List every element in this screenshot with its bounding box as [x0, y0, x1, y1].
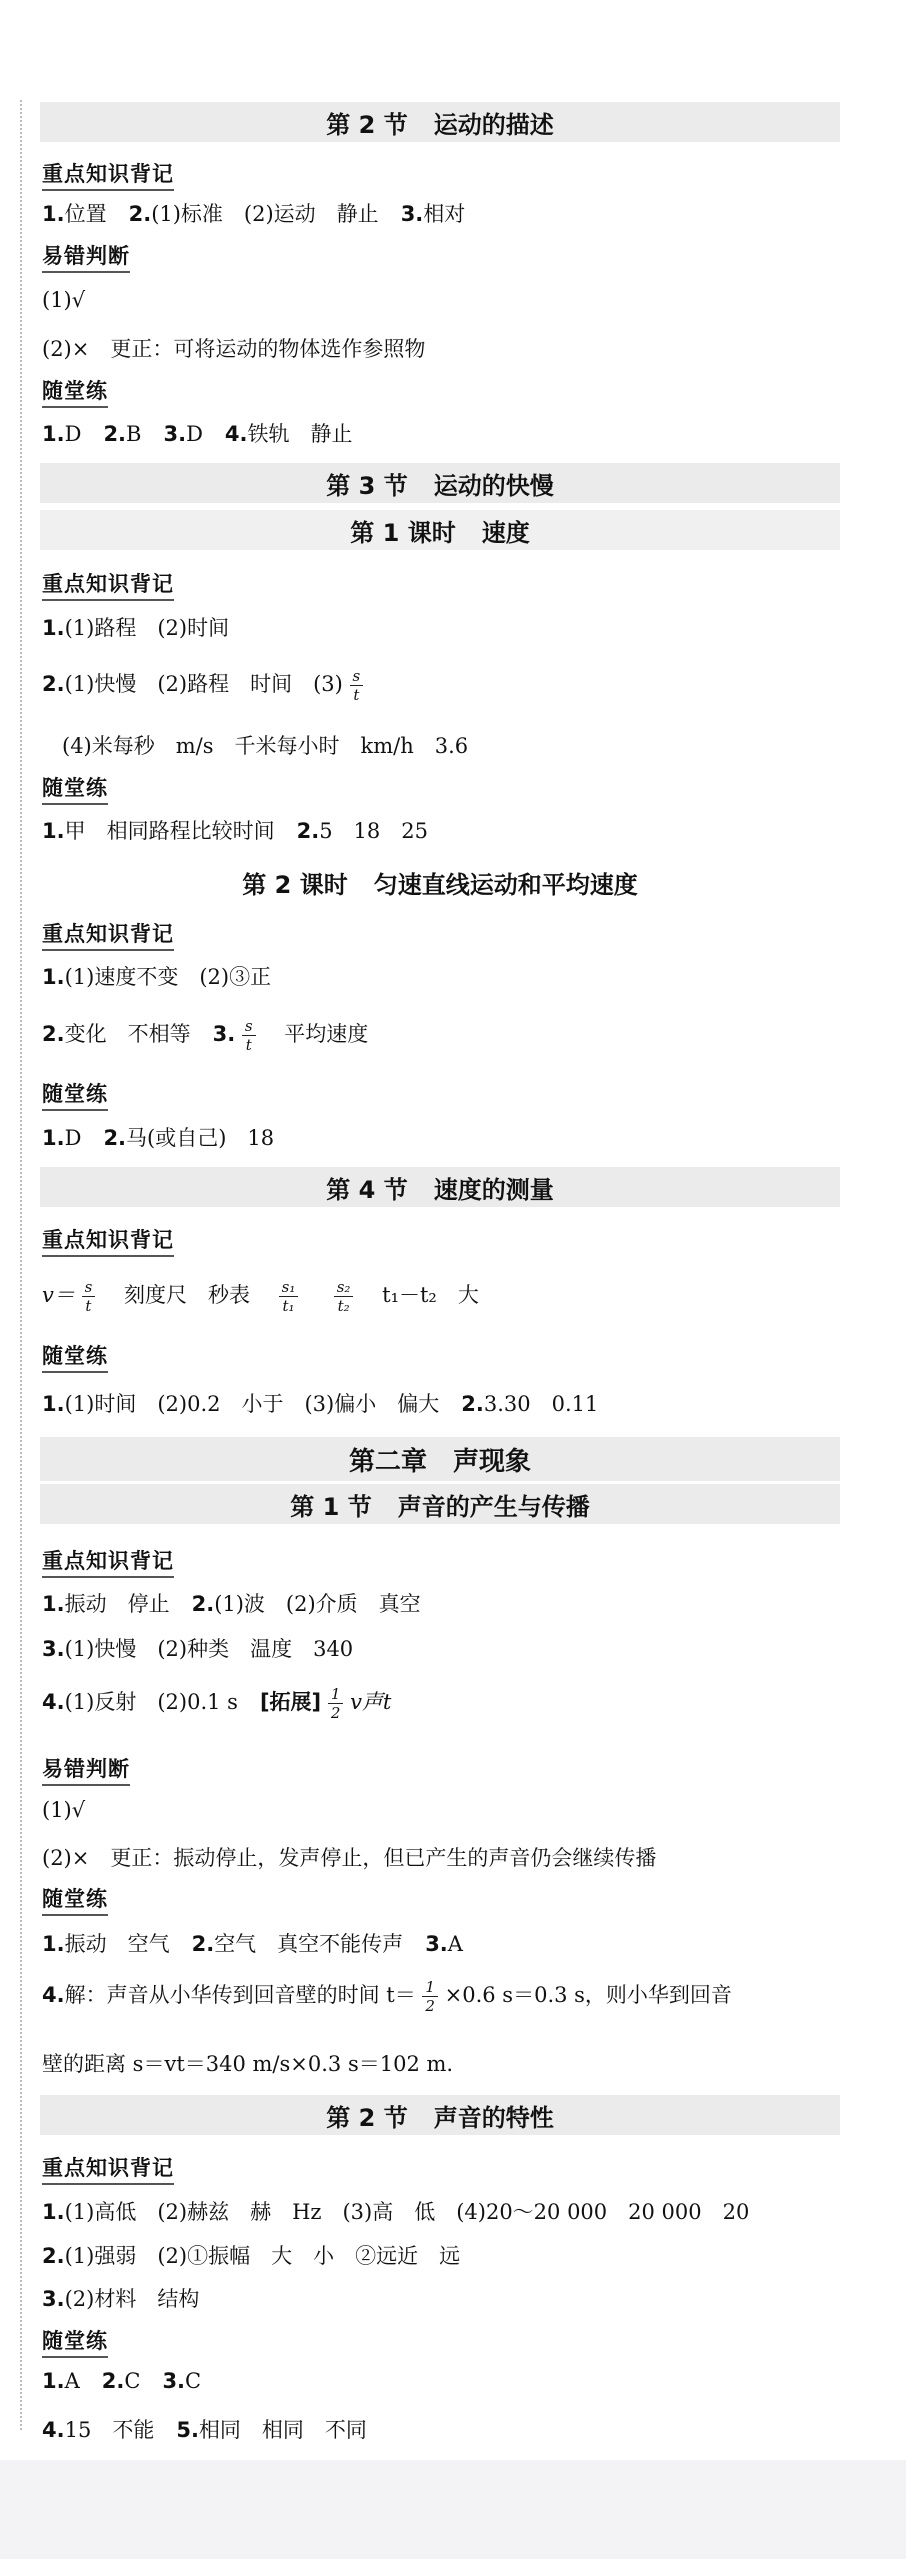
tag-error-judge: 易错判断 [42, 240, 130, 273]
answer-line: 3.(2)材料 结构 [42, 2287, 200, 2311]
fraction-s-over-t: $\frac{s}{t}$ [82, 1278, 96, 1315]
fraction-s1-over-t1: $\frac{\text{s₁}}{\text{t₁}}$ [279, 1278, 299, 1315]
tag-key-knowledge: 重点知识背记 [42, 1224, 174, 1257]
tag-practice: 随堂练 [42, 1078, 108, 1111]
tag-practice: 随堂练 [42, 772, 108, 805]
tag-practice: 随堂练 [42, 1340, 108, 1373]
section-name: 运动的描述 [433, 110, 554, 139]
answer-line: 1.(1)路程 (2)时间 [42, 616, 230, 640]
formula-line: v＝ $\frac{s}{t}$ 刻度尺 秒表 $\frac{\text{s₁}}{\text{t₁}}$ $\frac{\text{s₂}}{\text{t₂}}$ t₁－t₂ 大 [42, 1278, 479, 1315]
tag-key-knowledge: 重点知识背记 [42, 1545, 174, 1578]
section-number: 第 2 节 [326, 110, 408, 139]
fraction-one-half: $\frac{1}{2}$ [328, 1685, 344, 1722]
section-banner [40, 102, 840, 142]
tag-key-knowledge: 重点知识背记 [42, 158, 174, 191]
judge-line: (1)√ [42, 1798, 86, 1822]
section-banner [40, 2095, 840, 2135]
answer-line: 2.(1)快慢 (2)路程 时间 (3) $\frac{s}{t}$ [42, 667, 363, 704]
tag-key-knowledge: 重点知识背记 [42, 918, 174, 951]
practice-line: 1.A 2.C 3.C [42, 2369, 202, 2393]
practice-line: 1.D 2.马(或自己) 18 [42, 1126, 275, 1150]
answer-line: 3.(1)快慢 (2)种类 温度 340 [42, 1637, 354, 1661]
section-name: 声音的产生与传播 [397, 1492, 590, 1521]
section-banner [40, 1484, 840, 1524]
answer-line: 1.振动 停止 2.(1)波 (2)介质 真空 [42, 1592, 421, 1616]
tag-practice: 随堂练 [42, 2325, 108, 2358]
fraction-s-over-t: $\frac{s}{t}$ [350, 667, 364, 704]
judge-line: (2)× 更正：振动停止，发声停止，但已产生的声音仍会继续传播 [42, 1846, 657, 1870]
judge-line: (1)√ [42, 288, 86, 312]
practice-line: 1.(1)时间 (2)0.2 小于 (3)偏小 偏大 2.3.30 0.11 [42, 1392, 599, 1416]
section-banner [40, 463, 840, 503]
chapter-banner [40, 1437, 840, 1481]
answer-line: 1.(1)速度不变 (2)③正 [42, 965, 272, 989]
practice-line: 4.15 不能 5.相同 相同 不同 [42, 2418, 367, 2442]
fraction-s-over-t: $\frac{s}{t}$ [242, 1017, 256, 1054]
section-number: 第 2 节 [326, 2103, 408, 2132]
answer-line: 1.(1)高低 (2)赫兹 赫 Hz (3)高 低 (4)20～20 000 20 000 20 [42, 2200, 750, 2224]
answer-line: 4.(1)反射 (2)0.1 s [拓展] $\frac{1}{2}$ v声t [42, 1685, 392, 1722]
fraction-one-half: $\frac{1}{2}$ [422, 1978, 438, 2015]
tag-key-knowledge: 重点知识背记 [42, 2152, 174, 2185]
judge-line: (2)× 更正：可将运动的物体选作参照物 [42, 337, 426, 361]
tag-practice: 随堂练 [42, 1883, 108, 1916]
section-number: 第 3 节 [326, 471, 408, 500]
practice-line: 4.解：声音从小华传到回音壁的时间 t＝ $\frac{1}{2}$ ×0.6 s＝0.3 s，则小华到回音 [42, 1978, 732, 2015]
answer-line: 1.位置 2.(1)标准 (2)运动 静止 3.相对 [42, 202, 466, 226]
lesson-number: 第 1 课时 [350, 518, 456, 547]
section-banner [40, 1167, 840, 1207]
lesson-banner [40, 862, 840, 902]
lesson-banner [40, 510, 840, 550]
section-name: 速度的测量 [433, 1175, 554, 1204]
tag-key-knowledge: 重点知识背记 [42, 568, 174, 601]
margin-dotted-line [20, 100, 22, 2430]
answer-line: 2.变化 不相等 3. $\frac{s}{t}$ 平均速度 [42, 1017, 369, 1054]
practice-line: 1.振动 空气 2.空气 真空不能传声 3.A [42, 1932, 463, 1956]
section-number: 第 1 节 [290, 1492, 372, 1521]
chapter-name: 声现象 [453, 1446, 532, 1477]
lesson-name: 匀速直线运动和平均速度 [373, 870, 638, 899]
practice-line: 1.D 2.B 3.D 4.铁轨 静止 [42, 422, 353, 446]
practice-line: 1.甲 相同路程比较时间 2.5 18 25 [42, 819, 428, 843]
fraction-s2-over-t2: $\frac{\text{s₂}}{\text{t₂}}$ [334, 1278, 354, 1315]
lesson-number: 第 2 课时 [242, 870, 348, 899]
answer-line: 2.(1)强弱 (2)①振幅 大 小 ②远近 远 [42, 2244, 461, 2268]
tag-practice: 随堂练 [42, 375, 108, 408]
section-name: 声音的特性 [433, 2103, 554, 2132]
tag-error-judge: 易错判断 [42, 1753, 130, 1786]
section-name: 运动的快慢 [433, 471, 554, 500]
section-number: 第 4 节 [326, 1175, 408, 1204]
lesson-name: 速度 [481, 518, 530, 547]
practice-line: 壁的距离 s＝vt＝340 m/s×0.3 s＝102 m. [42, 2052, 454, 2076]
chapter-number: 第二章 [348, 1446, 427, 1477]
page-bottom-band [0, 2460, 906, 2559]
answer-line: (4)米每秒 m/s 千米每小时 km/h 3.6 [62, 734, 469, 758]
